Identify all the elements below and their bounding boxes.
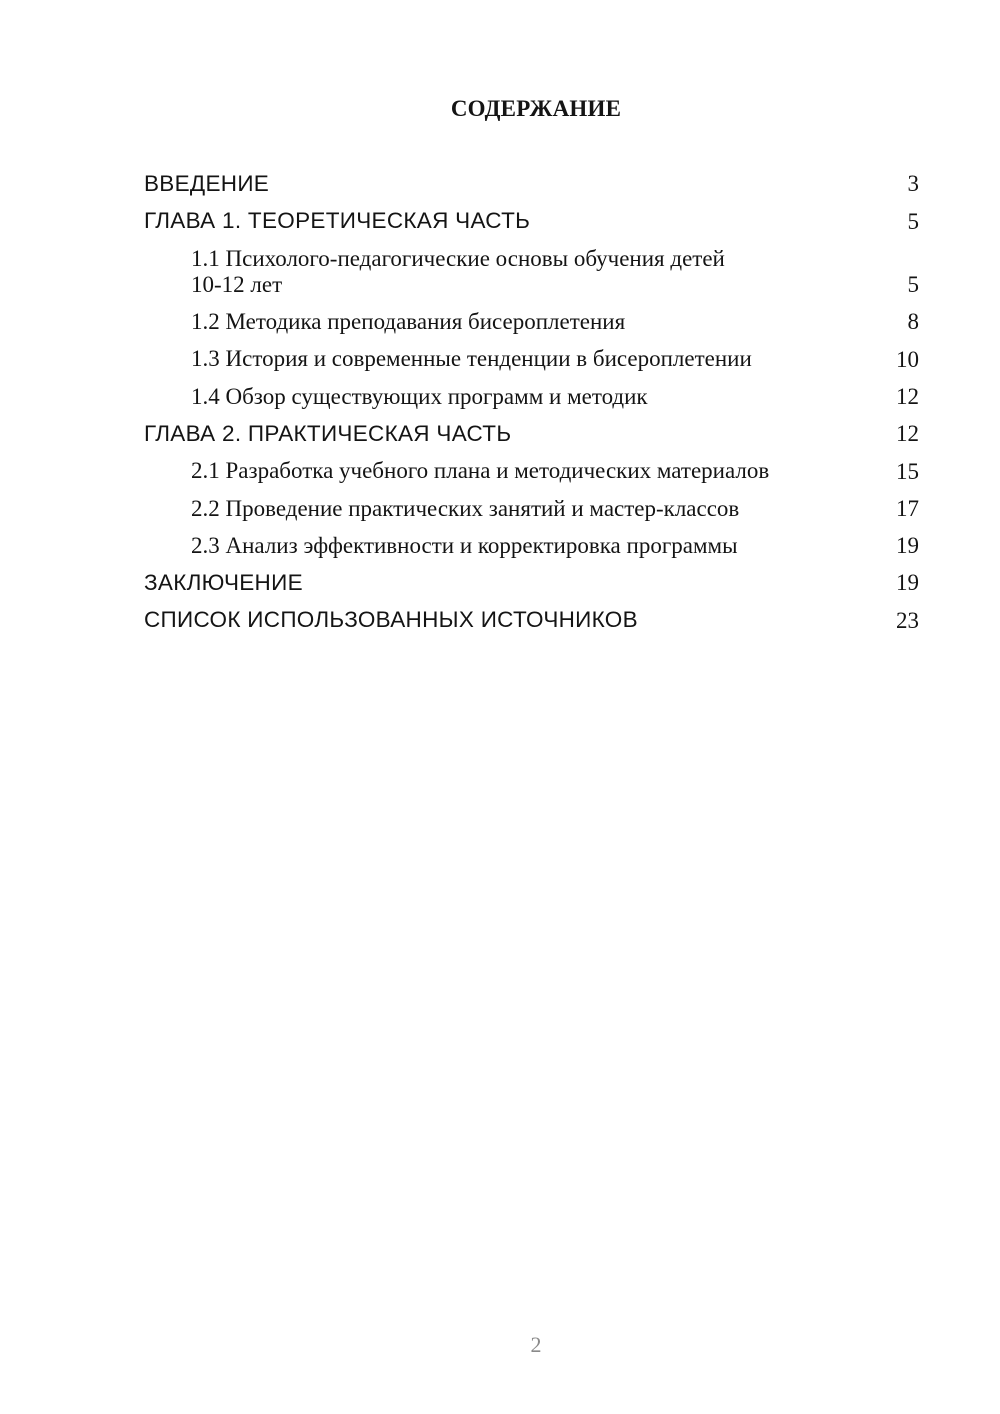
toc-entry-label-line-1: 1.1 Психолого-педагогические основы обучения детей [191,245,725,271]
toc-entry-page: 15 [896,458,919,484]
toc-entry-section-1-1[interactable] [144,244,919,308]
toc-entry-page: 3 [907,171,919,197]
toc-entry-section-2-2[interactable] [144,494,919,531]
toc-entry-page: 12 [896,421,919,447]
toc-entry-section-2-3[interactable] [144,531,919,568]
toc-entry-label: ЗАКЛЮЧЕНИЕ [144,570,303,596]
toc-entry-label: 2.2 Проведение практических занятий и мастер-классов [191,495,740,521]
toc-entry-label: ГЛАВА 1. ТЕОРЕТИЧЕСКАЯ ЧАСТЬ [144,208,531,234]
toc-entry-label: СПИСОК ИСПОЛЬЗОВАННЫХ ИСТОЧНИКОВ [144,607,638,633]
toc-entry-page: 5 [907,208,919,234]
toc-entry-label: 1.3 История и современные тенденции в бисероплетении [191,346,752,372]
table-of-contents [144,169,919,643]
toc-entry-label-line-2: 10-12 лет [191,271,283,297]
toc-entry-page: 5 [907,272,919,298]
toc-entry-page: 19 [896,570,919,596]
toc-entry-label: ВВЕДЕНИЕ [144,171,270,196]
toc-entry-label [191,246,791,298]
toc-entry-page: 19 [896,533,919,559]
toc-entry-section-1-3[interactable] [144,344,919,381]
toc-entry-section-1-4[interactable] [144,382,919,419]
toc-entry-section-1-2[interactable] [144,307,919,344]
toc-entry-section-2-1[interactable] [144,456,919,493]
toc-entry-introduction[interactable] [144,169,919,206]
toc-entry-chapter-1[interactable] [144,206,919,243]
toc-entry-page: 10 [896,346,919,372]
toc-entry-page: 8 [907,309,919,335]
toc-entry-label: 1.4 Обзор существующих программ и методик [191,383,648,409]
page-number: 2 [530,1332,542,1357]
toc-entry-label: ГЛАВА 2. ПРАКТИЧЕСКАЯ ЧАСТЬ [144,420,512,446]
toc-entry-page: 12 [896,383,919,409]
toc-entry-page: 23 [896,607,919,633]
toc-entry-references[interactable] [144,605,919,642]
toc-title: СОДЕРЖАНИЕ [450,96,622,121]
toc-entry-label: 2.3 Анализ эффективности и корректировка программы [191,532,738,558]
toc-entry-page: 17 [896,495,919,521]
toc-entry-conclusion[interactable] [144,568,919,605]
toc-entry-label: 1.2 Методика преподавания бисероплетения [191,309,626,335]
toc-entry-label: 2.1 Разработка учебного плана и методических материалов [191,458,770,484]
toc-entry-chapter-2[interactable] [144,419,919,456]
